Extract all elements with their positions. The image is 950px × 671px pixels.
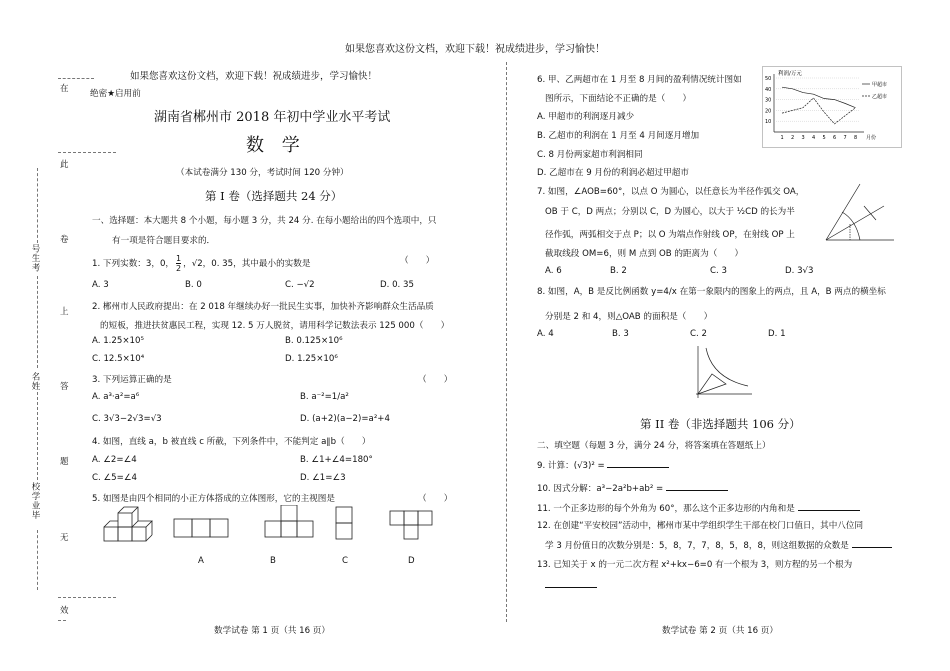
q5-label-c: C xyxy=(342,556,349,566)
binding-char-ci: 此 xyxy=(60,160,69,170)
q8-option-c: C. 2 xyxy=(690,329,707,339)
secret-label: 绝密★启用前 xyxy=(90,89,141,99)
chart-yticks xyxy=(765,76,771,125)
q1-paren: （ ） xyxy=(400,256,435,266)
q4-option-a: A. ∠2=∠4 xyxy=(92,455,137,465)
binding-fill-line xyxy=(37,530,38,590)
top-banner: 如果您喜欢这份文档，欢迎下载！祝成绩进步，学习愉快！ xyxy=(345,44,605,55)
q1-frac-num: 1 xyxy=(176,254,182,263)
q5-label-b: B xyxy=(270,556,276,566)
section2-instructions: 二、填空题（每题 3 分，满分 24 分，将答案填在答题纸上） xyxy=(537,441,771,451)
q5-view-d xyxy=(390,511,432,539)
chart-xtick-label: 7 xyxy=(843,135,847,141)
q8-stem-line2: 分别是 2 和 4，则△OAB 的面积是（ ） xyxy=(545,312,713,322)
binding-char-da: 答 xyxy=(60,382,69,392)
chart-ylabel: 利润/万元 xyxy=(778,71,802,77)
q8-hyperbola-figure xyxy=(688,344,756,400)
section1-instructions: 一、选择题：本大题共 8 个小题，每小题 3 分，共 24 分. 在每小题给出的四个选项中，只 xyxy=(92,216,437,226)
q7-option-b: B. 2 xyxy=(610,266,627,276)
q11-stem xyxy=(537,501,860,514)
q3-paren: （ ） xyxy=(418,375,453,385)
chart-ytick-label: 40 xyxy=(765,86,772,93)
q7-option-d: D. 3√3 xyxy=(785,266,814,276)
binding-char-wu: 无 xyxy=(60,533,69,543)
q12-answer-blank[interactable] xyxy=(852,538,892,548)
subject-title: 数 学 xyxy=(246,135,306,156)
q2-option-d: D. 1.25×10⁶ xyxy=(285,354,338,364)
q5-label-d: D xyxy=(408,556,415,566)
q7-stem-line3: 径作弧，两弧相交于点 P；以 O 为端点作射线 OP，在射线 OP 上 xyxy=(545,230,795,240)
chart-ytick-label: 50 xyxy=(765,76,772,82)
page-divider xyxy=(506,62,507,622)
hyperbola-curve xyxy=(706,348,748,386)
q6-option-a: A. 甲超市的利润逐月减少 xyxy=(537,112,635,122)
q12-stem-line2 xyxy=(545,538,892,551)
q5-view-b xyxy=(265,505,313,537)
section1-instructions-2: 有一项是符合题目要求的． xyxy=(112,236,216,246)
q9-answer-blank[interactable] xyxy=(607,458,669,468)
q10-answer-blank[interactable] xyxy=(666,481,728,491)
binding-fill-line xyxy=(37,168,38,243)
binding-fill-line xyxy=(37,276,38,368)
q1-fraction xyxy=(176,254,181,273)
q1-frac-den: 2 xyxy=(176,264,182,273)
q6-stem-line2: 图所示，下面结论不正确的是（ ） xyxy=(545,94,692,104)
chart-xtick-label: 8 xyxy=(854,135,858,141)
q7-option-c: C. 3 xyxy=(710,266,727,276)
q9-stem xyxy=(537,458,669,471)
chart-xtick-label: 3 xyxy=(801,135,805,141)
q7-stem-line2: OB 于 C，D 两点；分别以 C，D 为圆心，以大于 ½CD 的长为半 xyxy=(545,207,795,217)
binding-dash xyxy=(58,597,116,598)
part1-title: 第 I 卷（选择题共 24 分） xyxy=(205,189,343,203)
binding-label-kaosheng: 号生考 xyxy=(30,244,40,273)
q4-option-b: B. ∠1+∠4=180° xyxy=(300,455,373,465)
q6-profit-chart xyxy=(762,66,902,148)
chart-xtick-label: 4 xyxy=(812,135,816,141)
q3-option-a: A. a³·a²=a⁶ xyxy=(92,392,140,402)
q13-answer-blank[interactable] xyxy=(545,578,597,588)
series-line-jia xyxy=(782,87,856,108)
ray-op xyxy=(826,206,884,240)
chart-ytick-label: 30 xyxy=(765,97,772,104)
q1-stem-a: 1. 下列实数：3，0， xyxy=(92,259,175,269)
q1-stem-b: ，√2，0. 35，其中最小的实数是 xyxy=(183,259,311,269)
chart-ytick-label: 10 xyxy=(765,119,772,126)
binding-char-xiao: 效 xyxy=(60,606,69,616)
q4-stem: 4. 如图，直线 a，b 被直线 c 所截，下列条件中，不能判定 a∥b（ ） xyxy=(92,437,371,447)
binding-dash xyxy=(58,78,94,79)
q10-text: 10. 因式分解：a³−2a²b+ab² = xyxy=(537,484,664,494)
arc-p xyxy=(864,206,876,220)
binding-char-shang: 上 xyxy=(60,307,69,317)
series-line-yi xyxy=(782,98,856,124)
q7-stem-line4: 截取线段 OM=6，则 M 点到 OB 的距离为（ ） xyxy=(545,249,744,259)
q2-stem-line2: 的短板，推进扶贫惠民工程，实现 12. 5 万人脱贫，请用科学记数法表示 125 000（ ） xyxy=(100,321,450,331)
q5-figures xyxy=(100,505,460,555)
q5-stem: 5. 如图是由四个相同的小正方体搭成的立体图形，它的主视图是 xyxy=(92,494,335,504)
q13-stem-line1: 13. 已知关于 x 的一元二次方程 x²+kx−6=0 有一个根为 3，则方程的另一个根为 xyxy=(537,560,853,570)
exam-info: （本试卷满分 130 分，考试时间 120 分钟） xyxy=(176,168,349,178)
chart-ytick-label: 20 xyxy=(765,108,772,115)
binding-dash xyxy=(58,620,66,621)
q5-view-a xyxy=(174,519,228,537)
chart-xtick-label: 6 xyxy=(833,135,837,141)
q7-angle-figure xyxy=(820,180,898,246)
ray-oa xyxy=(826,184,860,240)
binding-char-juan: 卷 xyxy=(60,235,69,245)
chart-grid xyxy=(774,78,860,121)
q8-option-b: B. 3 xyxy=(612,329,629,339)
q10-stem xyxy=(537,481,728,494)
q3-stem: 3. 下列运算正确的是 xyxy=(92,375,172,385)
chart-xticks xyxy=(781,135,858,141)
binding-label-xuexiao: 校学业毕 xyxy=(30,482,40,520)
binding-fill-line xyxy=(37,392,38,480)
binding-char-ti: 题 xyxy=(60,457,69,467)
q11-answer-blank[interactable] xyxy=(798,501,860,511)
binding-label-xingming: 名姓 xyxy=(30,372,40,391)
arc-cd xyxy=(842,212,860,240)
chart-xtick-label: 2 xyxy=(791,135,795,141)
q6-option-b: B. 乙超市的利润在 1 月至 4 月间逐月增加 xyxy=(537,131,700,141)
q1-option-c: C. −√2 xyxy=(285,280,315,290)
q4-option-d: D. ∠1=∠3 xyxy=(300,473,346,483)
q5-paren: （ ） xyxy=(418,494,453,504)
q13-stem-line2 xyxy=(545,578,597,591)
left-banner: 如果您喜欢这份文档，欢迎下载！祝成绩进步，学习愉快！ xyxy=(130,71,378,82)
q6-option-d: D. 乙超市在 9 月份的利润必超过甲超市 xyxy=(537,168,689,178)
part2-title: 第 II 卷（非选择题共 106 分） xyxy=(640,417,801,431)
chart-xtick-label: 1 xyxy=(780,135,784,141)
q6-stem-line1: 6. 甲、乙两超市在 1 月至 8 月间的盈利情况统计图如 xyxy=(537,75,742,85)
q11-text: 11. 一个正多边形的每个外角为 60°，那么这个正多边形的内角和是 xyxy=(537,504,795,514)
q5-solid-figure xyxy=(104,507,152,541)
q8-option-a: A. 4 xyxy=(537,329,554,339)
q2-option-c: C. 12.5×10⁴ xyxy=(92,354,145,364)
legend-label-yi: 乙超市 xyxy=(872,94,888,100)
q5-view-c xyxy=(336,507,352,539)
q4-option-c: C. ∠5=∠4 xyxy=(92,473,138,483)
q3-option-d: D. (a+2)(a−2)=a²+4 xyxy=(300,414,390,424)
legend-label-jia: 甲超市 xyxy=(872,82,888,88)
binding-dash xyxy=(58,152,116,153)
exam-title: 湖南省郴州市 2018 年初中学业水平考试 xyxy=(154,110,391,125)
q7-option-a: A. 6 xyxy=(545,266,562,276)
q3-option-b: B. a⁻²=1/a² xyxy=(300,392,349,402)
right-page-footer: 数学试卷 第 2 页（共 16 页） xyxy=(662,626,778,636)
q6-option-c: C. 8 月份两家超市利润相同 xyxy=(537,150,643,160)
q1-stem xyxy=(92,254,310,273)
q2-option-b: B. 0.125×10⁶ xyxy=(285,336,343,346)
q1-option-b: B. 0 xyxy=(185,280,202,290)
q9-text: 9. 计算：(√3)² = xyxy=(537,461,605,471)
binding-char-zai: 在 xyxy=(60,84,69,94)
q12-text: 学 3 月份值日的次数分别是：5，8，7，7，8，5，8，8，则这组数据的众数是 xyxy=(545,541,849,551)
q8-option-d: D. 1 xyxy=(768,329,786,339)
q7-stem-line1: 7. 如图，∠AOB=60°，以点 O 为圆心，以任意长为半径作弧交 OA， xyxy=(537,187,805,197)
chart-xtick-label: 5 xyxy=(822,135,826,141)
q2-stem-line1: 2. 郴州市人民政府提出：在 2 018 年继续办好一批民生实事，加快补齐影响群众生活品质 xyxy=(92,302,434,312)
left-page-footer: 数学试卷 第 1 页（共 16 页） xyxy=(214,626,330,636)
q3-option-c: C. 3√3−2√3=√3 xyxy=(92,414,162,424)
q1-option-d: D. 0. 35 xyxy=(380,280,414,290)
q2-option-a: A. 1.25×10⁵ xyxy=(92,336,144,346)
q1-option-a: A. 3 xyxy=(92,280,109,290)
q12-stem-line1: 12. 在创建“平安校园”活动中，郴州市某中学组织学生干部在校门口值日，其中八位同 xyxy=(537,521,864,531)
q8-stem-line1: 8. 如图，A，B 是反比例函数 y=4/x 在第一象限内的图象上的两点，且 A，B 两点的横坐标 xyxy=(537,287,886,297)
chart-xlabel: 月份 xyxy=(866,135,877,141)
q5-label-a: A xyxy=(198,556,204,566)
triangle-oab xyxy=(698,374,726,394)
